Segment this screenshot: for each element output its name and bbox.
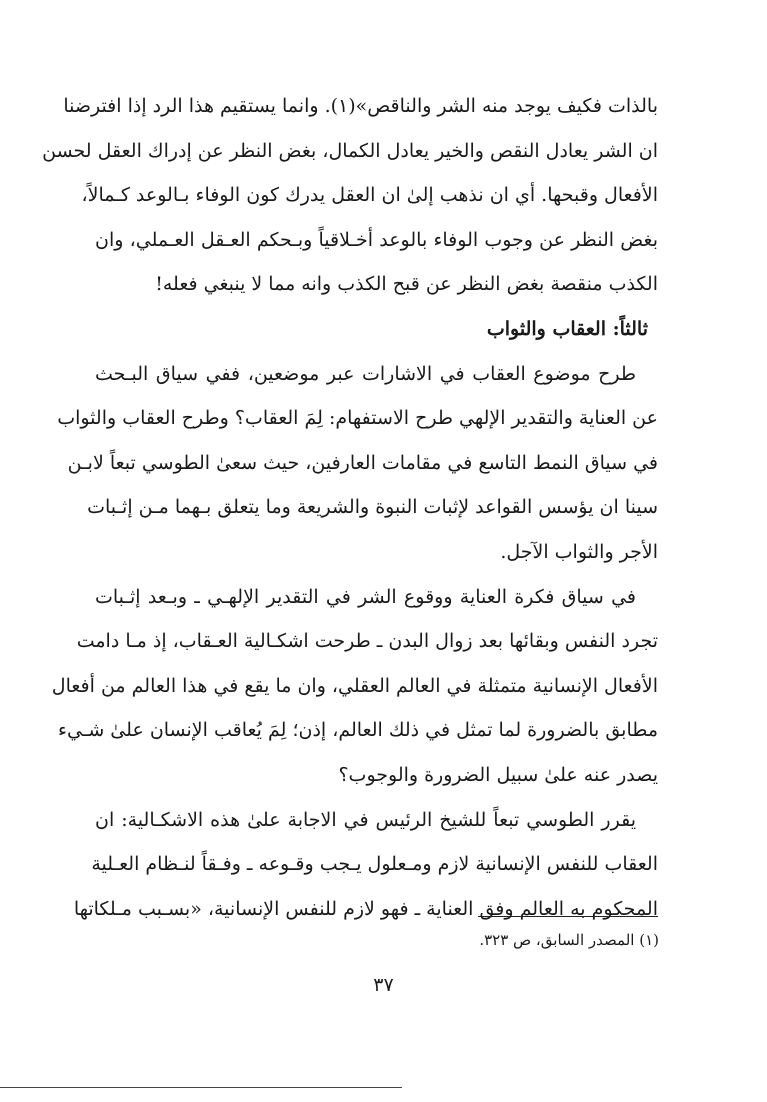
text-line-15: مطابق بالضرورة لما تمثل في ذلك العالم، إذن؛ لِمَ يُعاقب الإنسان علىٰ شـيء — [58, 719, 658, 742]
text-line-19: المحكوم به العالم وفق العناية ـ فهو لازم للنفس الإنسانية، «بسـبب مـلكاتها — [73, 897, 658, 920]
scan-edge-line — [0, 1087, 402, 1088]
text-line-10: سينا ان يؤسس القواعد لإثبات النبوة والشريعة وما يتعلق بـهما مـن إثـبات — [87, 496, 658, 519]
footnote-divider — [478, 916, 658, 917]
text-line-12: في سياق فكرة العناية ووقوع الشر في التقدير الإلهـي ـ وبـعد إثـبات — [95, 585, 636, 608]
text-line-13: تجرد النفس وبقائها بعد زوال البدن ـ طرحت اشكـالية العـقاب، إذ مـا دامت — [76, 630, 658, 653]
text-line-11: الأجر والثواب الآجل. — [500, 540, 658, 563]
text-line-9: في سياق النمط التاسع في مقامات العارفين، حيث سعىٰ الطوسي تبعاً لابـن — [67, 451, 658, 474]
page-number: ٣٧ — [373, 974, 394, 996]
text-line-1: بالذات فكيف يوجد منه الشر والناقص»(١). وانما يستقيم هذا الرد إذا افترضنا — [63, 95, 658, 117]
text-line-7: طرح موضوع العقاب في الاشارات عبر موضعين، ففي سياق البـحث — [95, 362, 636, 385]
text-line-17: يقرر الطوسي تبعاً للشيخ الرئيس في الاجابة علىٰ هذه الاشكـالية: ان — [95, 808, 636, 831]
text-line-4: بغض النظر عن وجوب الوفاء بالوعد أخـلاقياً وبـحكم العـقل العـملي، وان — [95, 228, 658, 251]
text-line-18: العقاب للنفس الإنسانية لازم ومـعلول يـجب وقـوعه ـ وفـقاً لنـظام العـلية — [91, 853, 658, 876]
text-line-3: الأفعال وقبحها. أي ان نذهب إلىٰ ان العقل يدرك كون الوفاء بـالوعد كـمالاً، — [81, 184, 658, 207]
section-heading: ثالثاً: العقاب والثواب — [486, 317, 648, 340]
body-text — [42, 84, 658, 931]
text-line-8: عن العناية والتقدير الإلهي طرح الاستفهام: لِمَ العقاب؟ وطرح العقاب والثواب — [57, 407, 658, 430]
text-line-16: يصدر عنه علىٰ سبيل الضرورة والوجوب؟ — [338, 763, 658, 786]
text-line-2: ان الشر يعادل النقص والخير يعادل الكمال، بغض النظر عن إدراك العقل لحسن — [42, 139, 658, 162]
footnote: (١) المصدر السابق، ص ٣٢٣. — [479, 931, 659, 949]
text-line-14: الأفعال الإنسانية متمثلة في العالم العقلي، وان ما يقع في هذا العالم من أفعال — [51, 674, 658, 697]
text-line-5: الكذب منقصة بغض النظر عن قبح الكذب وانه مما لا ينبغي فعله! — [155, 273, 658, 296]
